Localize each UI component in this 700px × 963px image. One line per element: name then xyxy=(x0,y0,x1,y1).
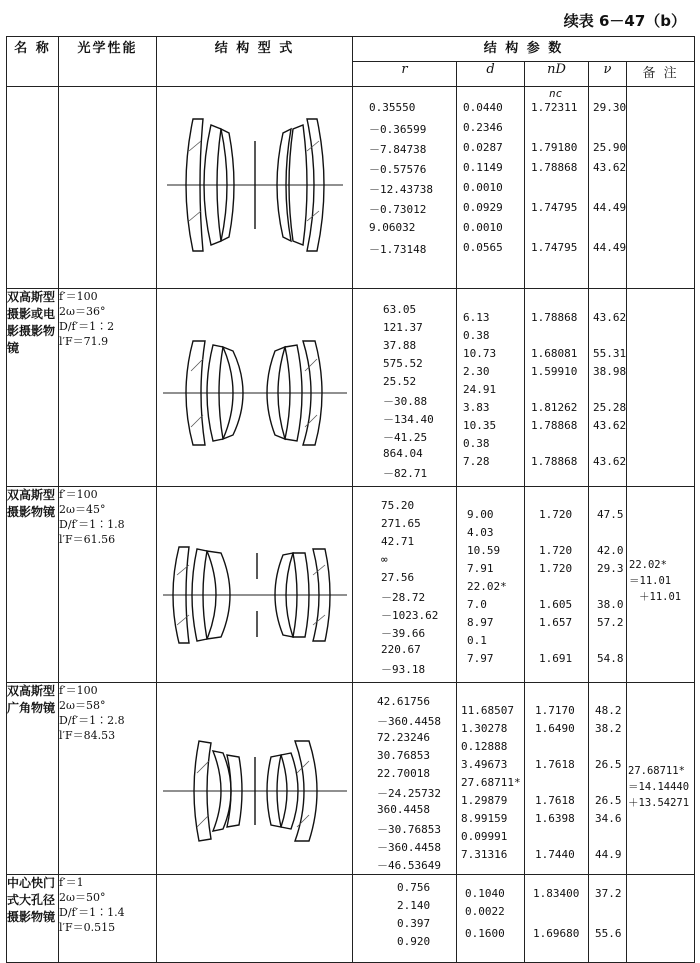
r-values xyxy=(353,87,457,289)
nd-values xyxy=(525,87,589,289)
v-value: 38.2 xyxy=(595,722,622,735)
r-value: 63.05 xyxy=(383,303,417,316)
lens-diagram-2 xyxy=(157,289,353,487)
section-note xyxy=(627,87,695,289)
n-value: 1.83400 xyxy=(533,887,580,900)
v-value: 26.5 xyxy=(595,794,622,807)
d-value: 7.0 xyxy=(467,598,487,611)
n-value: 1.720 xyxy=(539,544,573,557)
section-note: 22.02* ＝11.01 ＋11.01 xyxy=(627,487,695,683)
v-value: 38.0 xyxy=(597,598,624,611)
col-note-header: 备 注 xyxy=(627,62,695,87)
d-value: 0.0929 xyxy=(463,201,503,214)
r-value: －0.36599 xyxy=(369,123,427,136)
lens-diagram-3 xyxy=(157,487,353,683)
d-value: 10.73 xyxy=(463,347,497,360)
n-value: 1.7170 xyxy=(535,704,575,717)
v-value: 38.98 xyxy=(593,365,627,378)
d-value: 8.99159 xyxy=(461,812,508,825)
d-value: 0.0010 xyxy=(463,221,503,234)
section-name: 中心快门式大孔径摄影物镜 xyxy=(7,875,59,963)
d-value: 11.68507 xyxy=(461,704,514,717)
n-value: 1.72311 xyxy=(531,101,578,114)
d-value: 3.49673 xyxy=(461,758,508,771)
section-row-0 xyxy=(7,87,695,289)
r-value: 72.23246 xyxy=(377,731,430,744)
section-name: 双高斯型摄影或电影摄影物镜 xyxy=(7,289,59,487)
r-value: －1.73148 xyxy=(369,243,427,256)
section-name xyxy=(7,87,59,289)
v-value: 57.2 xyxy=(597,616,624,629)
r-value: 360.4458 xyxy=(377,803,430,816)
r-value: －82.71 xyxy=(383,467,428,480)
r-value: 42.71 xyxy=(381,535,415,548)
v-value: 44.9 xyxy=(595,848,622,861)
n-value: 1.68081 xyxy=(531,347,578,360)
d-value: 7.31316 xyxy=(461,848,508,861)
d-value: 0.1149 xyxy=(463,161,503,174)
r-value: －7.84738 xyxy=(369,143,427,156)
d-values xyxy=(457,87,525,289)
section-row-1 xyxy=(7,289,695,487)
r-value: －30.76853 xyxy=(377,823,441,836)
v-value: 37.2 xyxy=(595,887,622,900)
n-value: 1.59910 xyxy=(531,365,578,378)
v-value: 43.62 xyxy=(593,161,627,174)
section-row-2 xyxy=(7,487,695,683)
n-value: 1.657 xyxy=(539,616,573,629)
d-value: 0.1 xyxy=(467,634,487,647)
n-value: 1.78868 xyxy=(531,311,578,324)
r-value: 864.04 xyxy=(383,447,423,460)
n-value: 1.69680 xyxy=(533,927,580,940)
d-value: 0.38 xyxy=(463,437,490,450)
v-value: 43.62 xyxy=(593,419,627,432)
r-value: 22.70018 xyxy=(377,767,430,780)
v-value: 42.0 xyxy=(597,544,624,557)
col-structure-header: 结 构 型 式 xyxy=(157,37,353,87)
d-value: 0.38 xyxy=(463,329,490,342)
d-value: 0.0010 xyxy=(463,181,503,194)
col-nd-header: nD xyxy=(525,62,589,87)
r-value: －93.18 xyxy=(381,663,426,676)
d-value: 0.0287 xyxy=(463,141,503,154)
d-value: 4.03 xyxy=(467,526,494,539)
v-value: 25.28 xyxy=(593,401,627,414)
section-name: 双高斯型广角物镜 xyxy=(7,683,59,875)
n-value: 1.78868 xyxy=(531,419,578,432)
v-value: 55.31 xyxy=(593,347,627,360)
section-note: 27.68711* ＝14.14440 ＋13.54271 xyxy=(627,683,695,875)
r-value: 75.20 xyxy=(381,499,415,512)
r-value: ∞ xyxy=(381,553,388,566)
n-value: 1.605 xyxy=(539,598,573,611)
n-value: 1.74795 xyxy=(531,241,578,254)
d-value: 0.09991 xyxy=(461,830,508,843)
n-value: 1.7618 xyxy=(535,794,575,807)
v-value: 26.5 xyxy=(595,758,622,771)
d-value: 7.28 xyxy=(463,455,490,468)
lens-data-table xyxy=(6,36,695,963)
section-row-3 xyxy=(7,683,695,875)
n-value: 1.81262 xyxy=(531,401,578,414)
n-value: 1.6490 xyxy=(535,722,575,735)
r-value: －0.57576 xyxy=(369,163,427,176)
v-value: 55.6 xyxy=(595,927,622,940)
v-value: 29.30 xyxy=(593,101,627,114)
n-value: 1.7618 xyxy=(535,758,575,771)
r-value: 42.61756 xyxy=(377,695,430,708)
v-value: 34.6 xyxy=(595,812,622,825)
n-value: 1.78868 xyxy=(531,455,578,468)
v-value: 44.49 xyxy=(593,201,627,214)
n-value: 1.78868 xyxy=(531,161,578,174)
r-value: 575.52 xyxy=(383,357,423,370)
d-value: 7.97 xyxy=(467,652,494,665)
section-optics: f′＝1 2ω＝50° D/f′＝1∶1.4 l′F＝0.515 xyxy=(59,875,157,963)
r-value: －1023.62 xyxy=(381,609,439,622)
d-value: 6.13 xyxy=(463,311,490,324)
d-value: 0.0022 xyxy=(465,905,505,918)
d-value: 0.0440 xyxy=(463,101,503,114)
v-value: 47.5 xyxy=(597,508,624,521)
v-value: 25.90 xyxy=(593,141,627,154)
lens-diagram-4 xyxy=(157,683,353,875)
r-value: －12.43738 xyxy=(369,183,433,196)
n-value: 1.720 xyxy=(539,562,573,575)
r-value: －24.25732 xyxy=(377,787,441,800)
nu-values xyxy=(589,87,627,289)
v-value: 29.3 xyxy=(597,562,624,575)
section-optics: f′＝100 2ω＝58° D/f′＝1∶2.8 l′F＝84.53 xyxy=(59,683,157,875)
lens-diagram-1 xyxy=(157,87,353,289)
d-value: 9.00 xyxy=(467,508,494,521)
col-nu-header: ν xyxy=(589,62,627,87)
r-value: －360.4458 xyxy=(377,841,441,854)
section-optics xyxy=(59,87,157,289)
r-value: 2.140 xyxy=(397,899,431,912)
d-value: 24.91 xyxy=(463,383,497,396)
v-value: 44.49 xyxy=(593,241,627,254)
r-value: 0.35550 xyxy=(369,101,416,114)
r-value: －46.53649 xyxy=(377,859,441,872)
d-value: 0.12888 xyxy=(461,740,508,753)
r-value: 27.56 xyxy=(381,571,415,584)
col-name-header: 名 称 xyxy=(7,37,59,87)
d-value: 7.91 xyxy=(467,562,494,575)
v-value: 43.62 xyxy=(593,311,627,324)
r-value: －360.4458 xyxy=(377,715,441,728)
r-value: －39.66 xyxy=(381,627,426,640)
r-value: －134.40 xyxy=(383,413,434,426)
n-value: 1.691 xyxy=(539,652,573,665)
r-value: －0.73012 xyxy=(369,203,427,216)
d-value: 3.83 xyxy=(463,401,490,414)
v-value: 43.62 xyxy=(593,455,627,468)
r-value: 0.756 xyxy=(397,881,431,894)
r-value: 271.65 xyxy=(381,517,421,530)
n-value: 1.720 xyxy=(539,508,573,521)
r-value: 121.37 xyxy=(383,321,423,334)
r-value: 9.06032 xyxy=(369,221,416,234)
col-params-header: 结 构 参 数 xyxy=(353,37,695,62)
v-value: 48.2 xyxy=(595,704,622,717)
v-value: 54.8 xyxy=(597,652,624,665)
n-value: 1.74795 xyxy=(531,201,578,214)
col-d-header: d xyxy=(457,62,525,87)
page-header: 续表 6－47（b） xyxy=(563,12,686,30)
section-optics: f′＝100 2ω＝36° D/f′＝1∶2 l′F＝71.9 xyxy=(59,289,157,487)
d-value: 0.2346 xyxy=(463,121,503,134)
d-value: 0.1600 xyxy=(465,927,505,940)
col-r-header: r xyxy=(353,62,457,87)
section-row-4 xyxy=(7,875,695,963)
d-value: 22.02* xyxy=(467,580,507,593)
n-value: 1.7440 xyxy=(535,848,575,861)
d-value: 1.30278 xyxy=(461,722,508,735)
lens-diagram-5 xyxy=(157,875,353,963)
r-value: －41.25 xyxy=(383,431,428,444)
col-optics-header: 光学性能 xyxy=(59,37,157,87)
section-name: 双高斯型摄影物镜 xyxy=(7,487,59,683)
d-value: 10.59 xyxy=(467,544,501,557)
d-value: 10.35 xyxy=(463,419,497,432)
d-value: 27.68711* xyxy=(461,776,521,789)
n-value: 1.79180 xyxy=(531,141,578,154)
d-value: 8.97 xyxy=(467,616,494,629)
n-value: 1.6398 xyxy=(535,812,575,825)
d-value: 0.1040 xyxy=(465,887,505,900)
r-value: 0.920 xyxy=(397,935,431,948)
r-value: 30.76853 xyxy=(377,749,430,762)
r-value: 220.67 xyxy=(381,643,421,656)
d-value: 2.30 xyxy=(463,365,490,378)
r-value: 37.88 xyxy=(383,339,417,352)
r-value: 0.397 xyxy=(397,917,431,930)
r-value: 25.52 xyxy=(383,375,417,388)
r-value: －30.88 xyxy=(383,395,428,408)
nc-label: nc xyxy=(549,87,563,100)
section-optics: f′＝100 2ω＝45° D/f′＝1∶1.8 l′F＝61.56 xyxy=(59,487,157,683)
d-value: 0.0565 xyxy=(463,241,503,254)
r-value: －28.72 xyxy=(381,591,426,604)
d-value: 1.29879 xyxy=(461,794,508,807)
